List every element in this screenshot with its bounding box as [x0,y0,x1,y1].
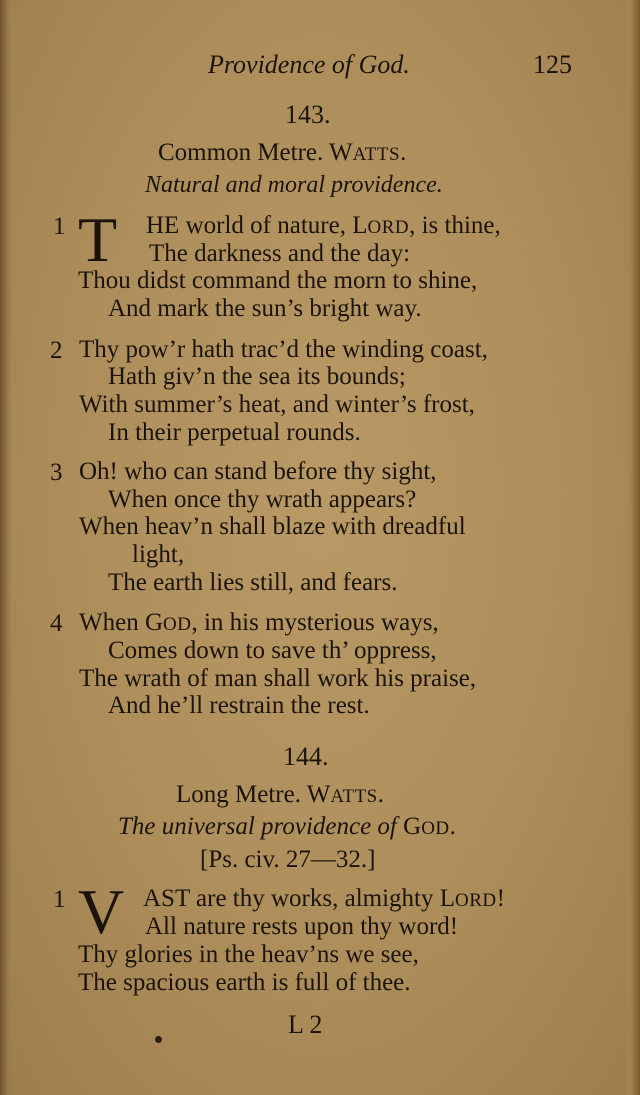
verse-line: Thy glories in the heav’ns we see, [78,941,419,968]
drop-cap: V [78,876,125,947]
stanza-number: 2 [50,337,63,364]
verse-line: Thy pow’r hath trac’d the winding coast, [79,336,488,363]
hymn-subject: Natural and moral providence. [145,172,443,198]
page-number: 125 [533,50,572,79]
verse-line: In their perpetual rounds. [108,419,361,446]
verse-line: When GOD, in his mysterious ways, [79,609,439,636]
stanza-number: 1 [53,213,66,240]
hymn-meter: Common Metre. WATTS. [158,139,407,166]
hymn-subject: The universal providence of GOD. [118,813,456,840]
stanza-number: 4 [50,610,63,637]
scripture-reference: [Ps. civ. 27—32.] [200,846,376,873]
drop-cap: T [78,204,118,275]
hymn-meter: Long Metre. WATTS. [176,781,385,808]
signature-mark: L 2 [288,1010,323,1039]
stanza-number: 1 [53,886,66,913]
verse-line: AST are thy works, almighty LORD! [143,885,505,912]
verse-line: Oh! who can stand before thy sight, [79,458,437,485]
verse-line: HE world of nature, LORD, is thine, [146,212,501,239]
verse-line: light, [132,541,185,568]
verse-line: And mark the sun’s bright way. [108,295,422,322]
page-edge-right [624,0,640,1095]
verse-line: When heav’n shall blaze with dreadful [79,513,466,540]
verse-line: With summer’s heat, and winter’s frost, [79,391,475,418]
page-edge-left [0,0,12,1095]
verse-line: The earth lies still, and fears. [108,569,398,596]
hymn-number: 144. [283,742,329,771]
verse-line: Hath giv’n the sea its bounds; [108,363,406,390]
stanza-number: 3 [50,459,63,486]
verse-line: When once thy wrath appears? [108,486,417,513]
hymn-number: 143. [285,100,331,129]
verse-line: And he’ll restrain the rest. [108,692,370,719]
ink-spot [155,1036,162,1043]
running-title: Providence of God. [208,50,410,79]
verse-line: The darkness and the day: [149,240,411,267]
verse-line: The wrath of man shall work his praise, [79,665,477,692]
verse-line: Thou didst command the morn to shine, [78,267,478,294]
verse-line: Comes down to save th’ oppress, [108,637,437,664]
verse-line: All nature rests upon thy word! [145,913,459,940]
verse-line: The spacious earth is full of thee. [78,969,411,996]
